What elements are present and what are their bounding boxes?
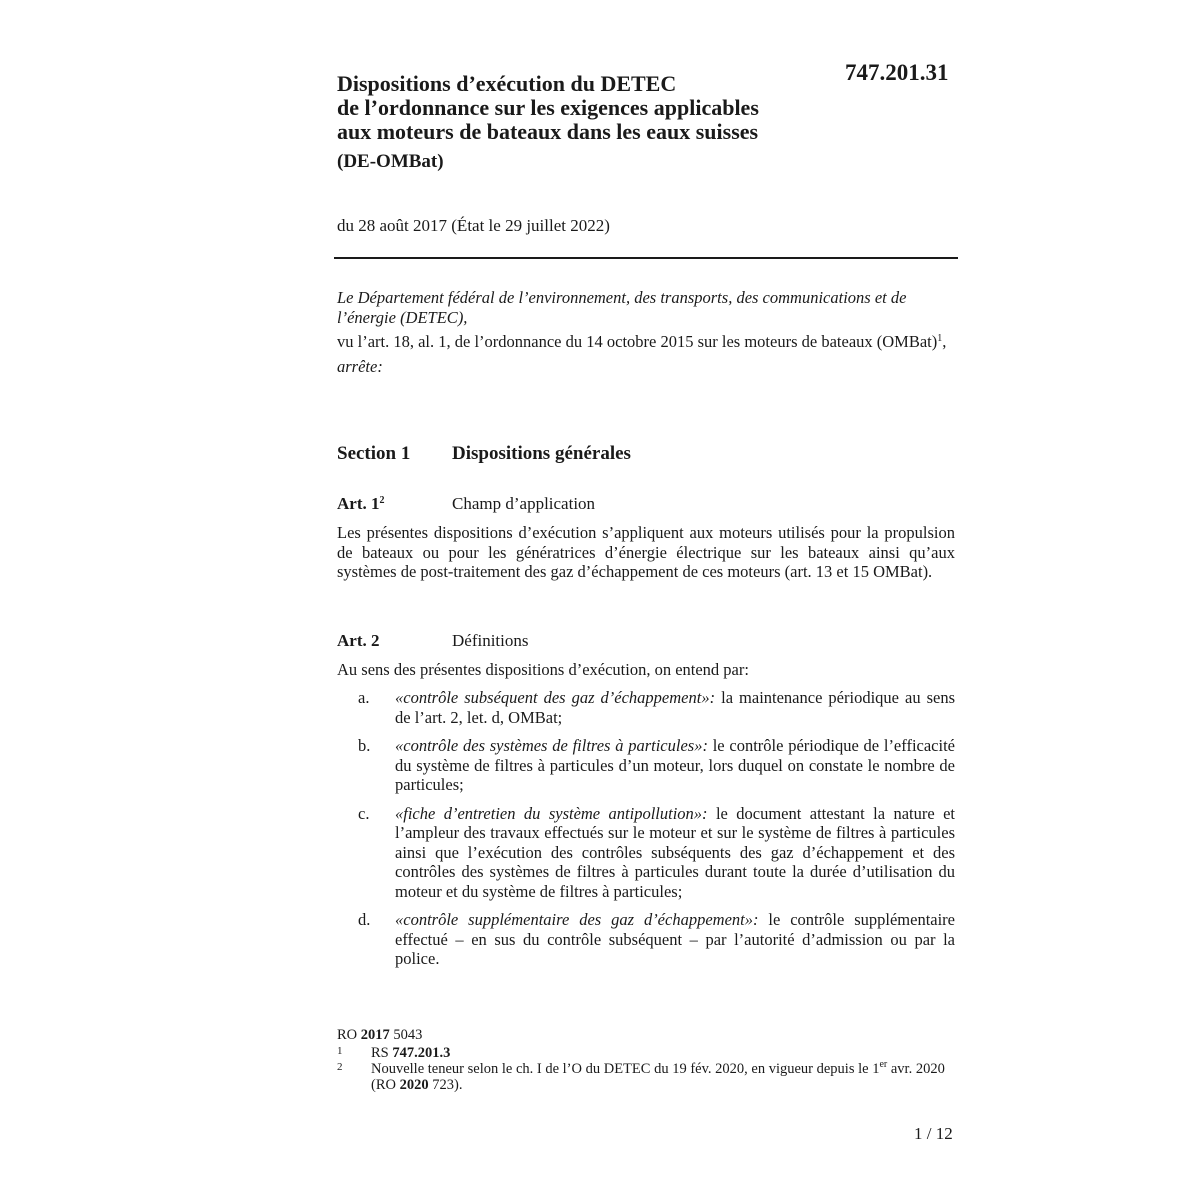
section-number: Section 1 — [337, 443, 411, 464]
list-marker: a. — [358, 688, 370, 707]
title-line: Dispositions d’exécution du DETEC — [337, 71, 677, 96]
footnote-prefix: RS — [371, 1045, 393, 1061]
definition-term: «contrôle subséquent des gaz d’échappement»: — [395, 688, 716, 707]
article-1-heading — [337, 494, 595, 514]
article-number: Art. 2 — [337, 631, 380, 650]
definition-term: «fiche d’entretien du système antipollution»: — [395, 803, 708, 823]
definition-text: le document attestant la nature et l’ampleur des travaux effectués sur le moteur et sur le système de filtres à particules ainsi que l’exécution des contrôles subséquents des gaz d’échappement et des contrôles des systèmes de filtres à particules durant toute la durée d’utilisation du moteur et du système de filtres à particules; — [395, 803, 955, 901]
footnote-text: avr. 2020 (RO — [371, 1061, 945, 1093]
title-line: aux moteurs de bateaux dans les eaux suisses — [337, 119, 759, 144]
footnote-ref-1[interactable]: 1 — [937, 333, 943, 344]
footnote-2 — [337, 1061, 957, 1093]
article-title: Définitions — [452, 631, 529, 650]
footnote-superscript: er — [879, 1059, 888, 1070]
footnote-number: 1 — [337, 1045, 343, 1057]
article-number-text: Art. 1 — [337, 494, 380, 513]
footnote-ref-link[interactable]: 747.201.3 — [392, 1045, 451, 1061]
definition-text: le contrôle périodique de l’efficacité du système de filtres à particules d’un moteur, lors duquel on constate le nombre de particules; — [395, 736, 955, 794]
definition-text: le contrôle supplémentaire effectué – en sus du contrôle subséquent – par l’autorité d’admission ou par la police. — [395, 910, 956, 968]
definition-term: «contrôle des systèmes de filtres à particules»: — [395, 736, 708, 755]
sr-number: 747.201.31 — [845, 60, 949, 85]
title-divider — [334, 257, 958, 259]
document-title — [337, 72, 837, 174]
list-marker: b. — [358, 736, 371, 755]
article-1-text: Les présentes dispositions d’exécution s’appliquent aux moteurs utilisés pour la propulsion de bateaux ou pour les génératrices d’énergie électrique sur les bateaux ainsi qu’aux systèmes de post-traitement des gaz d’échappement de ces moteurs (art. 13 et 15 OMBat). — [337, 523, 955, 581]
preamble — [337, 288, 957, 376]
definition-text: la maintenance périodique au sens de l’art. 2, let. d, OMBat; — [395, 688, 956, 727]
footnote-text: Nouvelle teneur selon le ch. I de l’O du DETEC du 19 fév. 2020, en vigueur depuis le 1 — [371, 1061, 880, 1077]
footnote-1 — [337, 1045, 957, 1061]
preamble-decree: arrête: — [337, 356, 383, 376]
ro-year: 2017 — [360, 1027, 390, 1043]
preamble-basis-text: vu l’art. 18, al. 1, de l’ordonnance du 14 octobre 2015 sur les moteurs de bateaux (OMBat) — [337, 332, 938, 351]
document-date: du 28 août 2017 (État le 29 juillet 2022) — [337, 216, 610, 235]
article-number — [337, 494, 452, 514]
list-item — [337, 736, 955, 795]
definition-term: «contrôle supplémentaire des gaz d’échappement»: — [395, 910, 759, 929]
footnotes — [337, 1027, 957, 1093]
footnote-text: 723). — [428, 1077, 463, 1093]
article-2-heading — [337, 631, 529, 651]
preamble-basis — [337, 332, 957, 352]
preamble-authority: Le Département fédéral de l’environnement, des transports, des communications et de l’énergie (DETEC), — [337, 288, 907, 327]
list-marker: d. — [358, 910, 371, 929]
list-item — [337, 804, 955, 902]
title-abbreviation: (DE-OMBat) — [337, 151, 444, 172]
footnote-ref-2[interactable]: 2 — [379, 495, 385, 506]
list-item — [337, 910, 955, 969]
ro-page: 5043 — [389, 1027, 423, 1043]
definitions-list — [337, 688, 955, 978]
title-line: de l’ordonnance sur les exigences applicables — [337, 95, 759, 120]
list-item — [337, 688, 955, 727]
footnote-year: 2020 — [399, 1077, 429, 1093]
section-title: Dispositions générales — [452, 443, 631, 464]
footnote-number: 2 — [337, 1061, 343, 1073]
article-title: Champ d’application — [452, 494, 596, 513]
preamble-basis-suffix: , — [942, 332, 947, 351]
list-marker: c. — [358, 803, 370, 823]
section-heading — [337, 443, 631, 465]
page-number: 1 / 12 — [914, 1124, 953, 1143]
ro-prefix: RO — [337, 1027, 361, 1043]
ro-reference — [337, 1027, 957, 1043]
article-2-intro: Au sens des présentes dispositions d’exécution, on entend par: — [337, 660, 749, 679]
